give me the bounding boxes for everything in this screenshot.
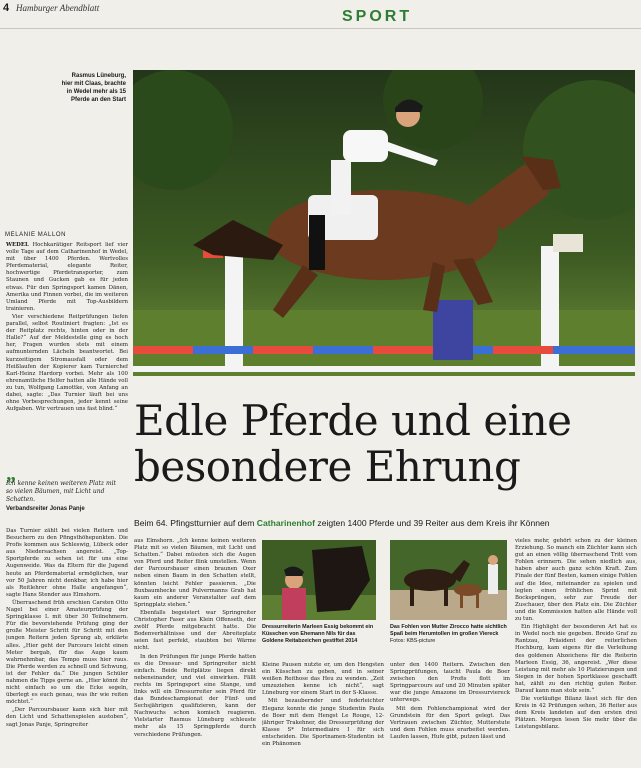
quote-mark-icon: „ [6, 463, 16, 485]
paragraph: Vier verschiedene Reitprüfungen liefen parallel, selbst Routiniert fragten: „Ist es der Reitplatz rechts, hinten oder in der Halle?“ Auf der Meldestelle ging es hoch her, Fragen wurden stets mit einem aufmunternden Lächeln beantwortet. Bei kurzzeitigem Stromausfall oder dem Heißlaufen der Kopierer kam Turnierchef Karl-Heinz Hardorp vorbei. Mehr als 100 ehrenamtliche Helfer hatten alle Hände voll zu tun, Wolfgang Lamottke, von Anfang an dabei, sagte: „Das Turnier läuft bei uns ohne Vorbesprechungen, jeder kennt seine Aufgaben. Wir vertrauen uns fast blind.“ [6, 313, 128, 413]
main-photo-show-jumping [133, 70, 635, 376]
paragraph: In den Prüfungen für junge Pferde hatten es die Dressur- und Springreiter nicht einfach. Beide Reitplätze liegen direkt nebeneinander, und viel einwirken. Fällt rechts im Springsport eine Stange, und links will ein Dressurreiter sein Pferd für das Bundeschampionat der Fünf- und Sechsjährigen qualifizieren, kann der Nachwuchs schon komisch reagieren. Vielstarter Rasmus Lüneburg schleuste mehr als 15 Springpferde durch verschiedene Prüfungen. [134, 653, 256, 738]
paragraph: Mit dem Fohlenchampionat wird der Grundstein für den Sport gelegt. Das Vertrauen zwischen Züchter, Mutterstute und dem Fohlen muss erarbeitet werden. Laufen lassen, Hufe gibt, putzen lässt und [390, 705, 510, 740]
subhead-highlight: Catharinenhof [256, 518, 316, 528]
photo-caption-foal [390, 624, 507, 644]
main-photo-caption: Rasmus Lüneburg, hier mit Claas, brachte in Wedel mehr als 15 Pferde an den Start [61, 73, 126, 103]
paragraph: Überraschend früh erschien Carsten Otto Nagel bei einer Amateurprüfung der Springklasse L mit über 30 Teilnehmern. Für die bevorstehende Prüfung ging der große Meister Schritt für Schritt mit den jungen Reitern jeden Sprung ab, erklärte alles. „Hier geht der Parcours leicht einen Meter bergab, für das Auge kaum wahrnehmbar, das Tempo muss hier raus. Die Pferde werden zu schnell und Schwung, ist der Fehler da.“ Die jungen Schüler nahmen die Tipps gerne an. „Hier könnt ihr nicht einfach so um die Ecke segeln, überlegt es euch genau, was ihr wie reiten möchtet.“ [6, 599, 128, 706]
paragraph: Kleine Pausen nutzte er, um den Hengsten ein Küsschen zu geben, und in seiner weißen Reithose das Heu zu wenden. „Zeit umzuziehen kenne ich nicht“, sagt Lüneburg vor einem Start in der S-Klasse. [262, 662, 384, 697]
subheadline [134, 518, 634, 528]
article-column-2 [134, 538, 256, 766]
paragraph: „Der Parcoursbauer kann sich hier mit den Licht und Schattenspielen austoben“, sagt Jonas Panje, Springreiter [6, 707, 128, 728]
foal-illustration [390, 540, 507, 620]
author-byline: MELANIE MALLON [5, 232, 67, 238]
paragraph: vieles mehr, gehört schon zu der kleinen Erziehung. So manch ein Züchter kann sich gut an einen völlig überraschend Tritt vom Fohlen erinnern. Die sehen niedlich aus, haben aber auch ganz schön Kraft. Zum Finale der fünf Besten, kamen einige Fohlen auf die Idee, miteinander zu spielen und legten einen fröhlichen Sprint mit Bocksprüngen, sehr zur Freude der Zuschauer, über den Platz ein. Die Züchter und die Kommission hatten alle Hände voll zu tun. [515, 538, 637, 623]
paragraph: aus Elmshorn. „Ich kenne keinen weiteren Platz mit so vielen Bäumen, mit Licht und Schatten.“ Dabei müssten sich die Augen von Pferd und Reiter flink umstellen. Wenn der Parcoursbauer einen braunen Oxer neben einen Baum in den Schatten stellt, könnten leicht Fehler passieren. „Die Buxbaumhecke und Pulvermanns Grab hat kaum ein anderer Veranstalter auf dem Springplatz stehen.“ [134, 538, 256, 608]
section-title: SPORT [342, 8, 413, 25]
paragraph: unter den 1400 Reitern. Zwischen den Springprüfungen, taucht Paula de Boer zwischen den Profis flott im Springparcours auf und 20 Minuten später war die junge Amazone im Dressurviereck unterwegs. [390, 662, 510, 704]
article-column-1 [6, 242, 128, 452]
paragraph: Mit bezaubernder und federleichter Eleganz konnte die junge Studentin Paula de Boer mit dem Hengst Le Rouge, 12-jähriger Trakehner, die Dressurprüfung der Klasse S* Intermediaire I für sich entscheiden. Die Sportnamen-Studentin ist ein Phänomen [262, 698, 384, 748]
article-column-5 [515, 538, 637, 766]
newspaper-name: Hamburger Abendblatt [16, 3, 100, 13]
subhead-text: Beim 64. Pfingstturnier auf dem [134, 518, 257, 528]
photo-foal [390, 540, 507, 620]
pull-quote [6, 463, 122, 512]
rider-kiss-illustration [262, 540, 376, 620]
paragraph: Das Turnier zählt bei vielen Reitern und Besuchern zu den Pfingsthöhepunkten. Die Profis kommen aus Schleswig, Lübeck oder aus Niedersachsen angereist. „Top-Sportpferde zu sehen ist für uns eine Augenweide. Was da Eltern für die Jugend heute an Pferdematerial ermöglichen, war vor 50 Jahren nicht denkbar, ich habe hier als Reitlehrer ohne Halle angefangen“, sagte Hans Stender aus Elmshorn. [6, 528, 128, 598]
photo-rider-with-horse [262, 540, 376, 620]
page-number: 4 [3, 2, 10, 14]
header-rule [0, 28, 641, 29]
subhead-text-end: zeigten 1400 Pferde und 39 Reiter aus dem Kreis ihr Können [315, 518, 550, 528]
paragraph: Ein Highlight der besonderen Art hat es in Wedel noch nie gegeben. Breido Graf zu Rantzau, Präsident der reiterlichen Hochburg, kam eigens für die Verleihung des goldenen Abzeichens für die Reiterin Marleen Essig, 36, angereist. „Wer diese Leistung mit mehr als 10 Platzierungen und Siegen in der hohen Sportklasse geschafft hat, zählt zu den richtig guten Reiter. Darauf kann man stolz sein.“ [515, 624, 637, 694]
paragraph: Ebenfalls begeistert war Springreiter Christopher Faser aus Klein Offenseth, der zwölf Pferde mitgebracht hatte. Die Bodenverhältnisse und der Abreiteplatz seien fast perfekt, staubten bei Wärme nicht. [134, 609, 256, 652]
pull-quote-text: Ich kenne keinen weiteren Platz mit so vielen Bäumen, mit Licht und Schatten. [6, 480, 116, 503]
headline: Edle Pferde und eine besondere Ehrung [134, 396, 572, 491]
photo-credit: Fotos: KBS-picture [390, 637, 436, 644]
article-column-3 [262, 662, 384, 766]
paragraph: WEDEL Hochkarätiger Reitsport lief vier volle Tage auf dem Catharinenhof in Wedel, mit über 1400 Pferden. Wertvolles Pferdematerial, elegante Reiter, hochwertige Pferdetransporter, zum Staunen und Gucken gab es für jeden etwas. Für den Springsport kamen Dänen, Amerika und Finnen vorbei, die im weiteren Umland Pferde mit Top-Ausbildern trainieren. [6, 242, 128, 312]
photo-caption-rider: Dressurreiterin Marleen Essig bekommt ein Küsschen von Ehemann Nils für das Goldene Reitabzeichen gestiftet 2014 [262, 624, 374, 644]
caption-foal-text: Das Fohlen von Mutter Zirocco hatte sichtlich Spaß beim Herumtollen im großen Viereck [390, 624, 507, 637]
article-column-1-bottom [6, 528, 128, 766]
paragraph: Die vorläufige Bilanz lässt sich für den Kreis in 42 Prüfungen sehen, 36 Reiter aus dem Kreis landeten auf den ersten drei Plätzen. Morgen lesen Sie mehr über die Leistungsbilanz. [515, 696, 637, 731]
pull-quote-source: Verbandsreiter Jonas Panje [6, 506, 85, 512]
article-column-4 [390, 662, 510, 766]
horse-jumping-illustration [133, 70, 635, 376]
